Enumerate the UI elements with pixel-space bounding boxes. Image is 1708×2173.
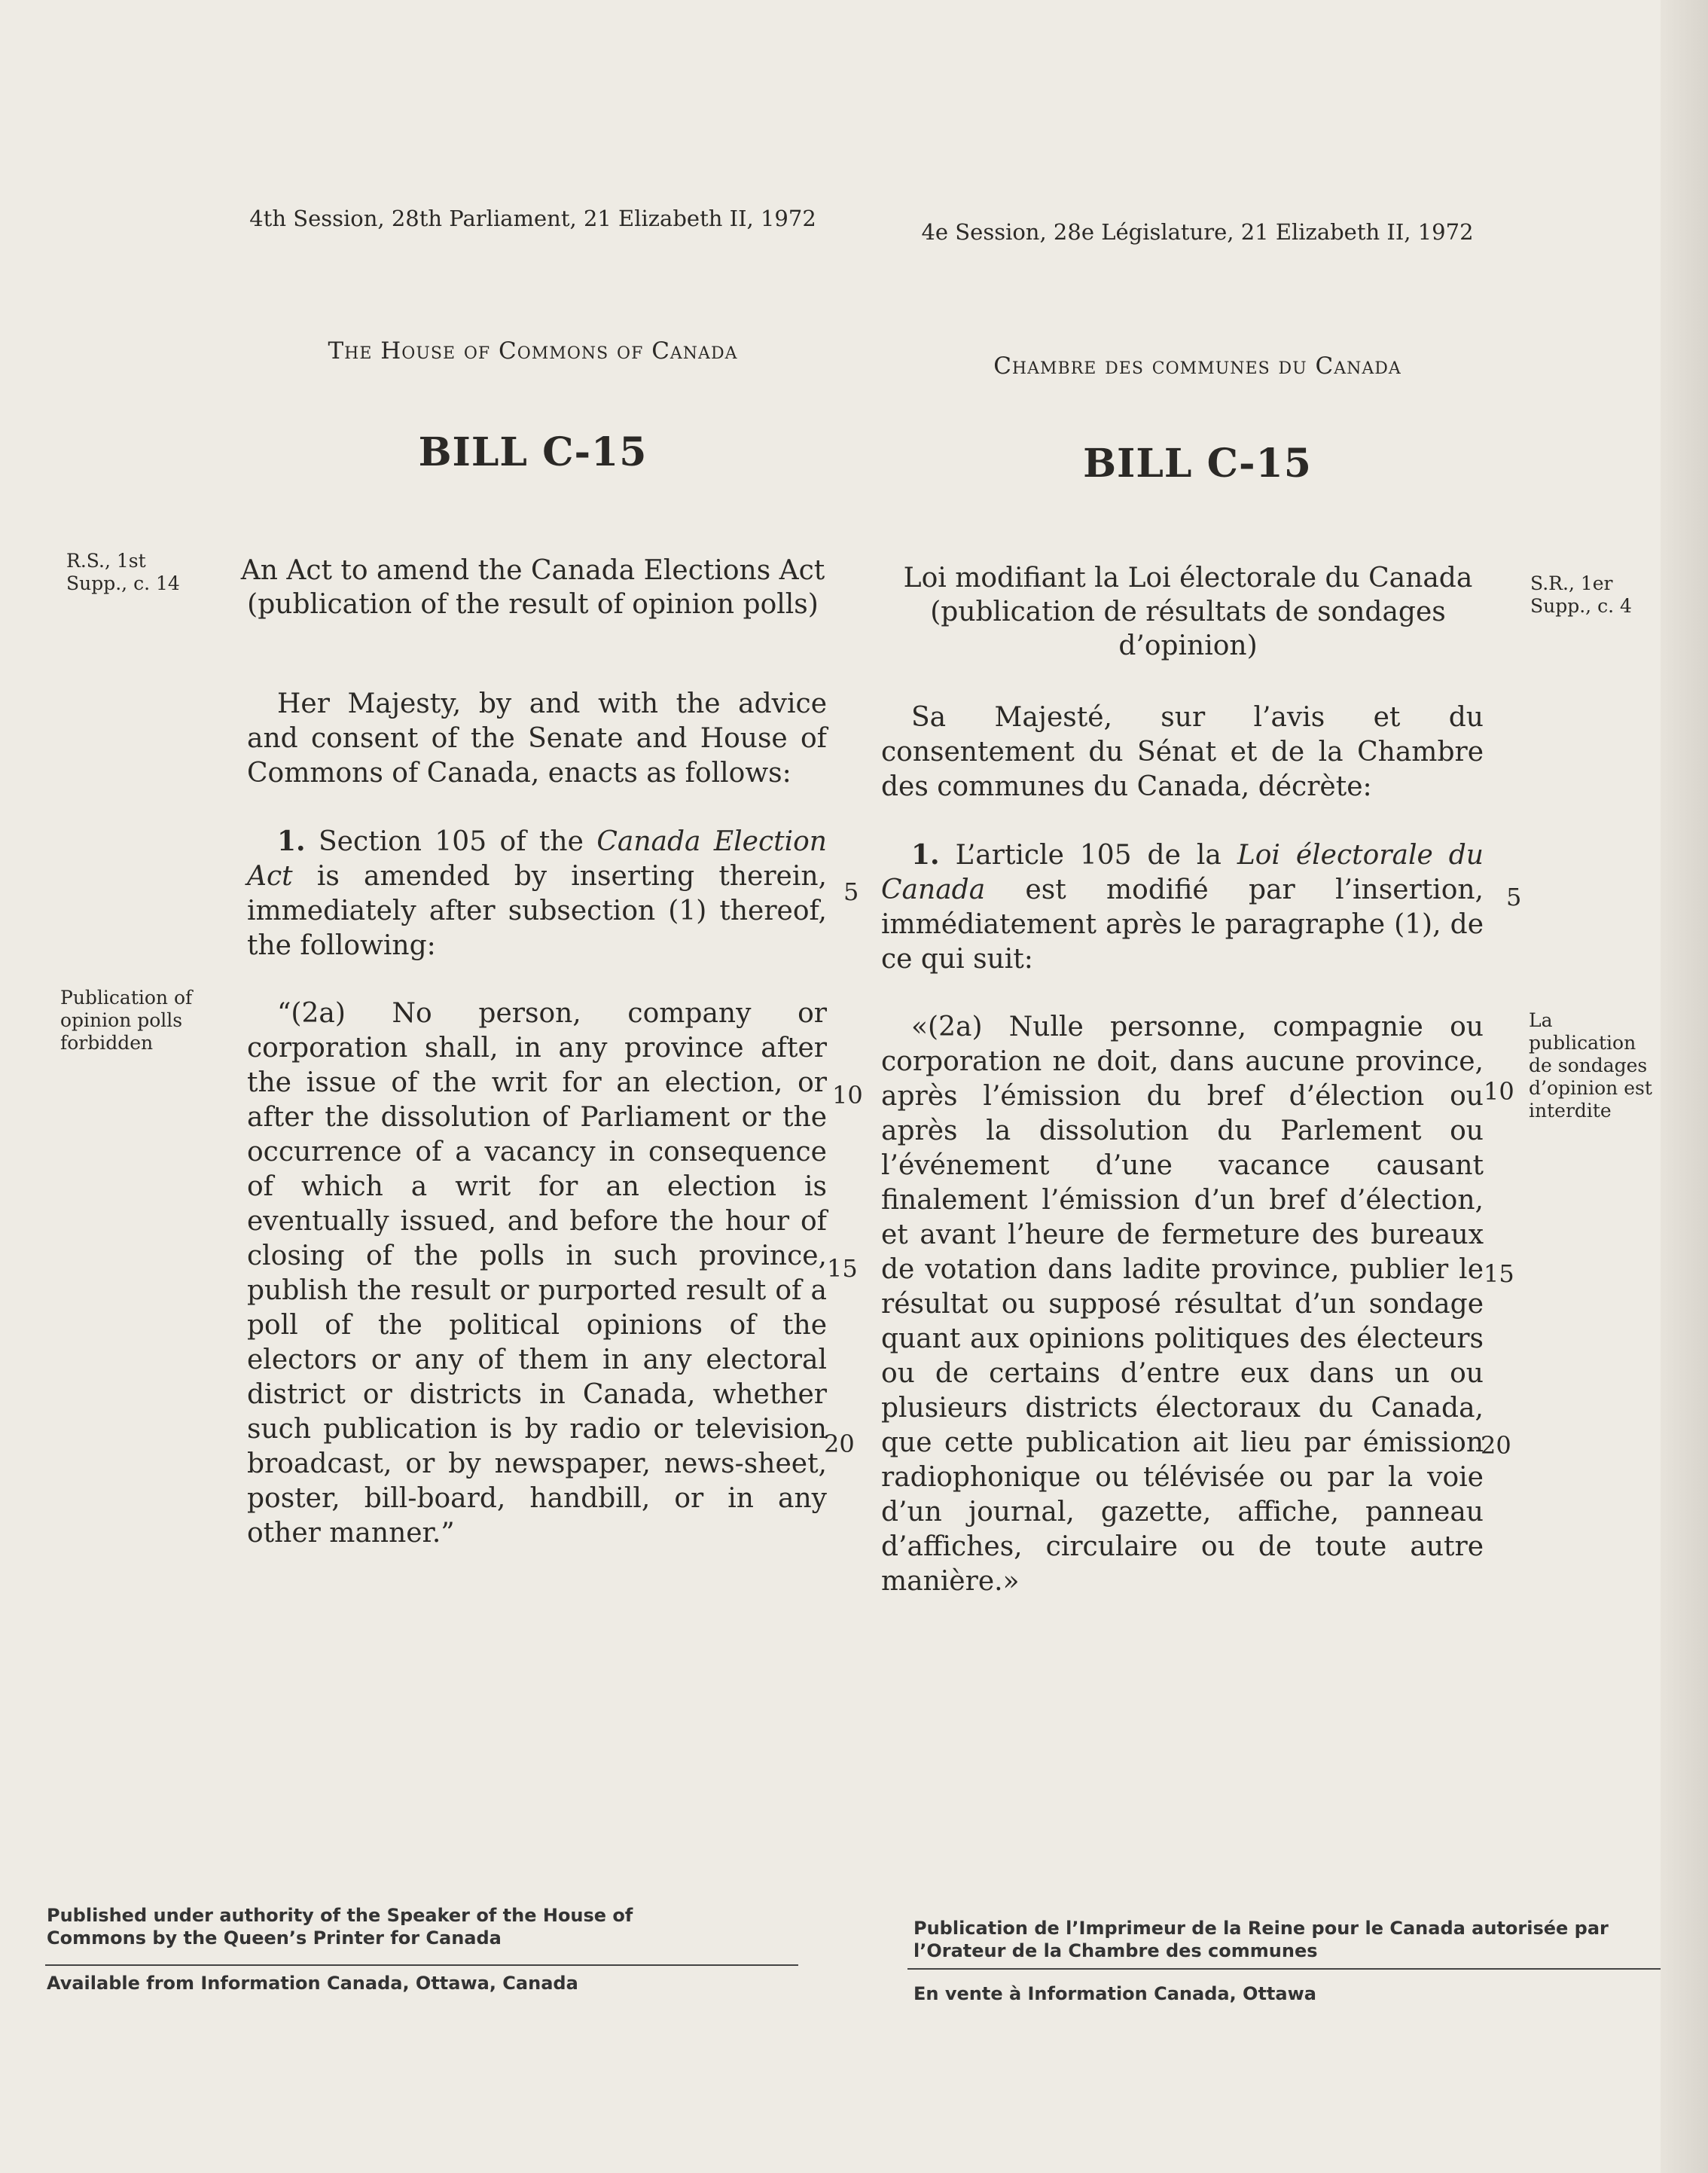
left-footer-availability: Available from Information Canada, Ottawa, Canada	[47, 1973, 578, 1994]
right-statute-reference: S.R., 1er Supp., c. 4	[1530, 572, 1632, 617]
right-body	[881, 700, 1484, 1632]
right-footer-rule	[907, 1968, 1661, 1970]
right-line-number-20: 20	[1481, 1431, 1511, 1460]
page-gutter	[1661, 0, 1708, 2173]
right-bill-title: BILL C-15	[1083, 441, 1312, 487]
right-house-heading: Chambre des communes du Canada	[993, 353, 1401, 380]
right-session-line: 4e Session, 28e Législature, 21 Elizabeth II, 1972	[921, 219, 1474, 245]
right-line-number-10: 10	[1484, 1077, 1514, 1106]
left-house-heading: The House of Commons of Canada	[328, 337, 738, 365]
left-clause-1-text-b: is amended by inserting therein, immediately after subsection (1) thereof, the following:	[247, 861, 827, 961]
left-act-title: An Act to amend the Canada Elections Act (publication of the result of opinion polls)	[240, 555, 825, 620]
right-footer-availability: En vente à Information Canada, Ottawa	[913, 1983, 1316, 2004]
left-line-number-20: 20	[824, 1430, 855, 1458]
right-footer-publication: Publication de l’Imprimeur de la Reine pour le Canada autorisée par l’Orateur de la Chambre des communes	[913, 1918, 1609, 1961]
left-clause-1	[247, 824, 827, 963]
right-margin-note: La publication de sondages d’opinion est interdite	[1529, 1009, 1652, 1122]
right-clause-1	[881, 838, 1484, 977]
right-clause-1-text-b: est modifié par l’insertion, immédiatement après le paragraphe (1), de ce qui suit:	[881, 874, 1484, 975]
left-footer-rule	[45, 1964, 798, 1966]
left-bill-title: BILL C-15	[418, 429, 648, 475]
left-clause-1-number: 1.	[277, 826, 306, 857]
left-clause-1-text-a: Section 105 of the	[319, 826, 584, 857]
left-margin-note: Publication of opinion polls forbidden	[60, 987, 193, 1054]
left-footer-publication: Published under authority of the Speaker of the House of Commons by the Queen’s Printer for Canada	[47, 1905, 633, 1949]
right-line-number-15: 15	[1484, 1259, 1514, 1288]
right-subsection-2a: «(2a) Nulle personne, compagnie ou corporation ne doit, dans aucune province, après l’émission du bref d’élection ou après la dissolution du Parlement ou l’événement d’une vacance causant finalement l’émission d’un bref d’élection, et avant l’heure de fermeture des bureaux de votation dans ladite province, publier le résultat ou supposé résultat d’un sondage quant aux opinions politiques des électeurs ou de certains d’entre eux dans un ou plusieurs districts électoraux du Canada, que cette publication ait lieu par émission radiophonique ou télévisée ou par la voie d’un journal, gazette, affiche, panneau d’affiches, circulaire ou de toute autre manière.»	[881, 1012, 1484, 1597]
left-line-number-15: 15	[827, 1254, 858, 1283]
right-line-number-5: 5	[1506, 883, 1522, 911]
left-clause-1-act-name: Canada Election Act	[247, 826, 827, 892]
left-enacting-clause: Her Majesty, by and with the advice and consent of the Senate and House of Commons of Canada, enacts as follows:	[247, 688, 827, 789]
right-enacting-clause: Sa Majesté, sur l’avis et du consentement du Sénat et de la Chambre des communes du Canada, décrète:	[881, 702, 1484, 802]
left-line-number-10: 10	[832, 1081, 863, 1109]
left-session-line: 4th Session, 28th Parliament, 21 Elizabeth II, 1972	[249, 206, 816, 231]
right-clause-1-number: 1.	[911, 839, 940, 871]
left-line-number-5: 5	[843, 877, 859, 906]
left-body	[247, 687, 827, 1584]
left-statute-reference: R.S., 1st Supp., c. 14	[66, 550, 180, 594]
right-act-title: Loi modifiant la Loi électorale du Canada (publication de résultats de sondages d’opinion)	[903, 563, 1473, 661]
right-clause-1-text-a: L’article 105 de la	[955, 840, 1222, 871]
left-subsection-2a: “(2a) No person, company or corporation shall, in any province after the issue of the writ for an election, or after the dissolution of Parliament or the occurrence of a vacancy in consequence of which a writ for an election is eventually issued, and before the hour of closing of the polls in such province, publish the result or purported result of a poll of the political opinions of the electors or any of them in any electoral district or districts in Canada, whether such publication is by radio or television broadcast, or by newspaper, news-sheet, poster, bill-board, handbill, or in any other manner.”	[247, 998, 827, 1549]
right-clause-1-act-name: Loi électorale du Canada	[881, 840, 1484, 905]
